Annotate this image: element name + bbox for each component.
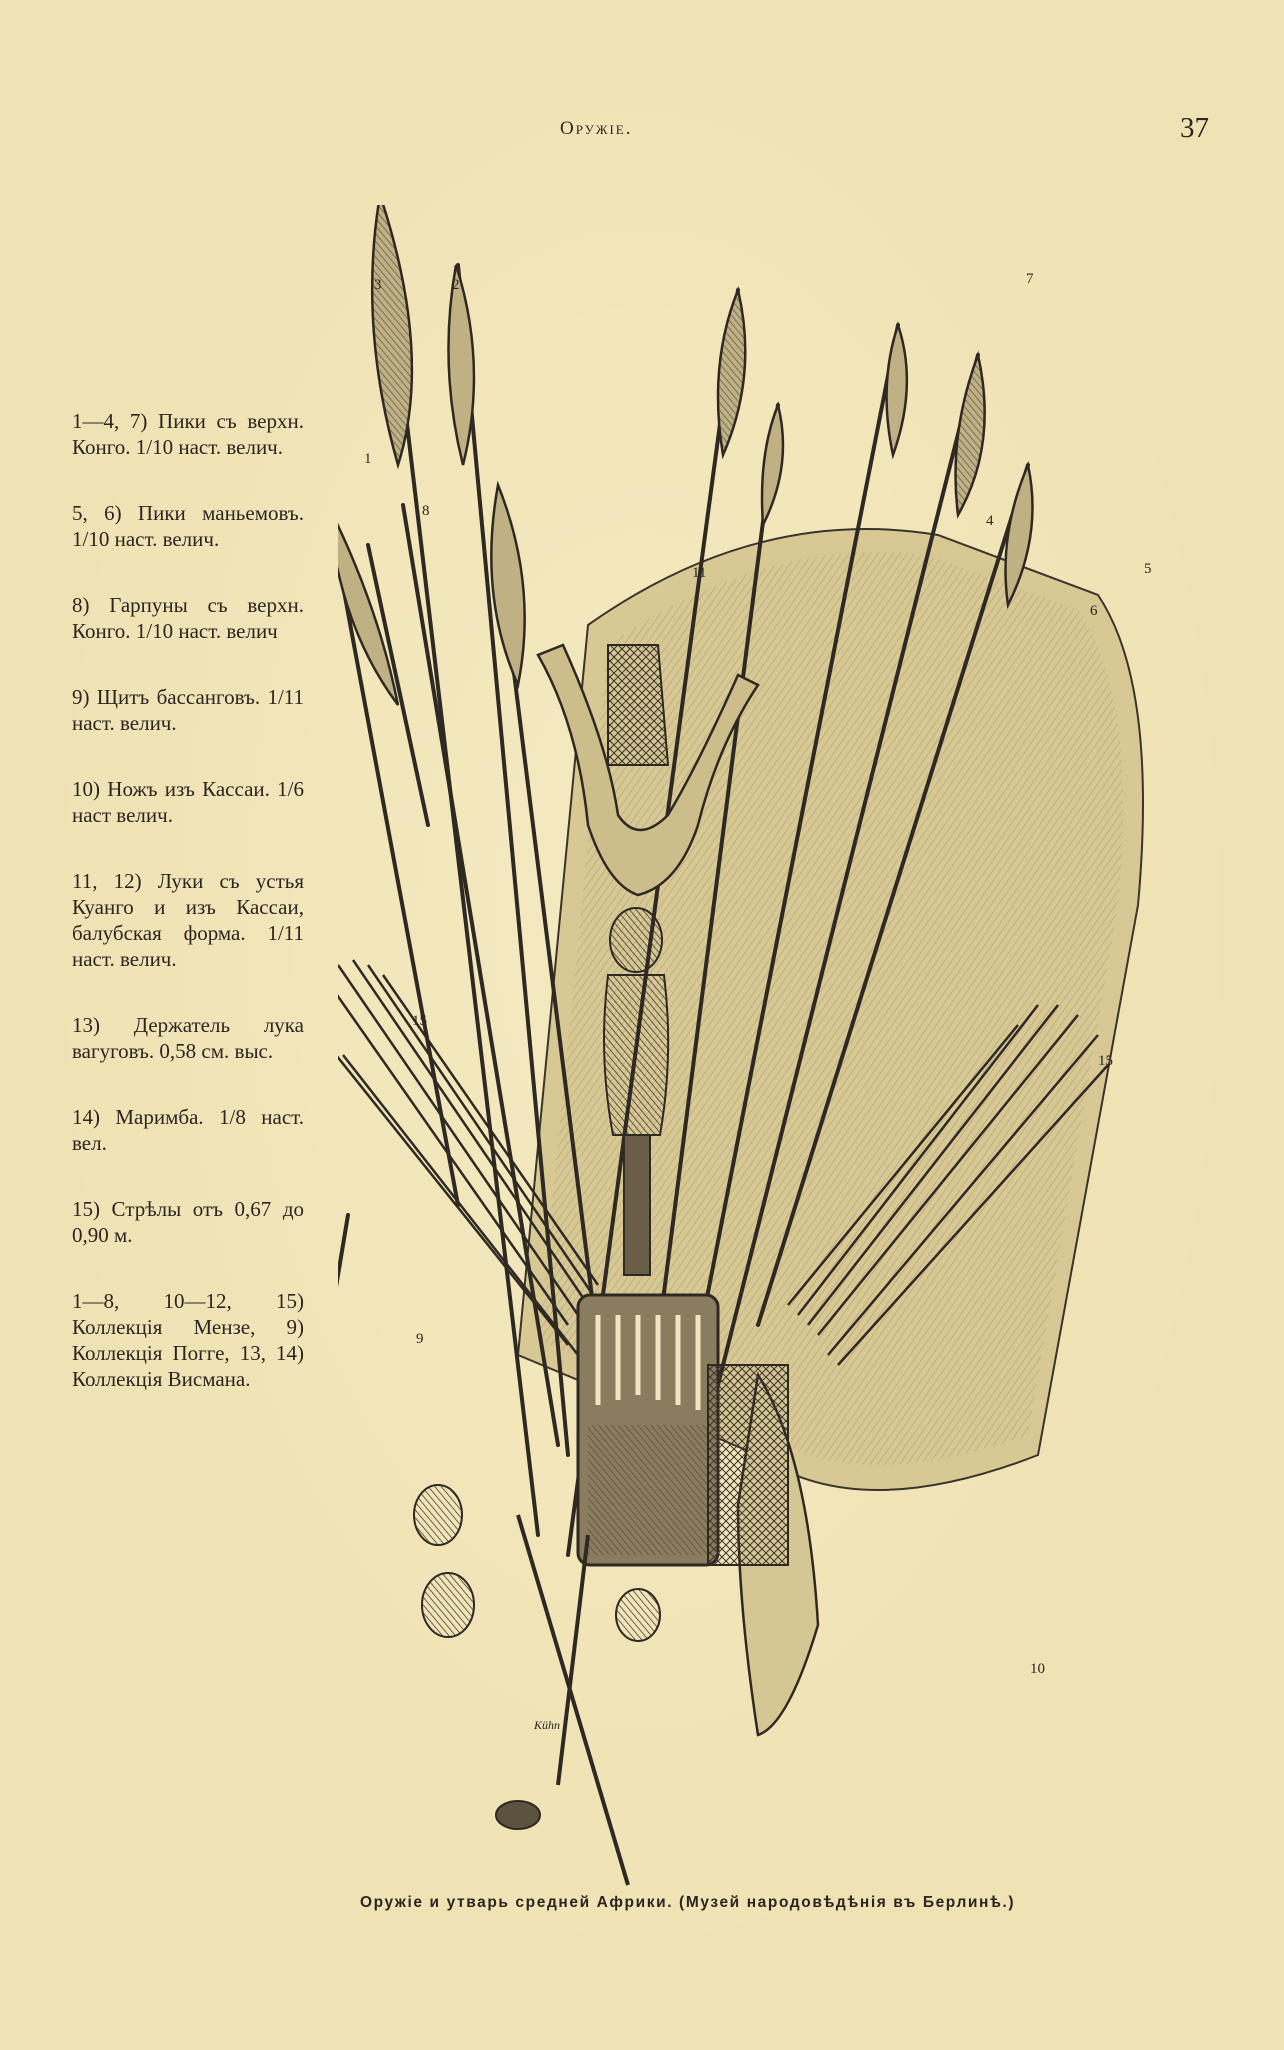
- note-item: 14) Маримба. 1/8 наст. вел.: [72, 1105, 304, 1155]
- note-item: 8) Гарпуны съ верхн. Конго. 1/10 наст. велич: [72, 593, 304, 643]
- figure-label: 3: [374, 277, 382, 293]
- note-item: 9) Щитъ бассанговъ. 1/11 наст. велич.: [72, 685, 304, 735]
- engraver-signature: Kühn: [534, 1718, 561, 1732]
- sidebar-notes: [72, 408, 304, 1432]
- figure-label: 4: [986, 513, 994, 529]
- note-item: 15) Стрѣлы отъ 0,67 до 0,90 м.: [72, 1197, 304, 1247]
- running-title: Оружіе.: [560, 118, 633, 139]
- figure-label: 11: [692, 565, 707, 581]
- note-item: 11, 12) Луки съ устья Куанго и изъ Кассаи, балубская форма. 1/11 наст. велич.: [72, 869, 304, 971]
- figure-label: 15: [1098, 1053, 1113, 1069]
- note-item: 13) Держатель лука вагуговъ. 0,58 см. выс.: [72, 1013, 304, 1063]
- figure-label: 15: [412, 1013, 427, 1029]
- figure-label: 5: [1144, 561, 1152, 577]
- figure-label: 10: [1030, 1661, 1045, 1677]
- weapons-engraving: [338, 205, 1190, 1905]
- figure-label: 7: [1026, 271, 1034, 287]
- note-item: 10) Ножъ изъ Кассаи. 1/6 наст велич.: [72, 777, 304, 827]
- figure-label: 1: [364, 451, 372, 467]
- figure-caption: Оружіе и утварь средней Африки. (Музей народовѣдѣнія въ Берлинѣ.): [360, 1894, 1016, 1911]
- figure-label: 8: [422, 503, 430, 519]
- figure-label: 9: [416, 1331, 424, 1347]
- page-number: 37: [1180, 112, 1209, 144]
- figure-label: 6: [1090, 603, 1098, 619]
- figure-label: 2: [452, 277, 460, 293]
- note-item: 1—8, 10—12, 15) Коллекція Мензе, 9) Коллекція Погге, 13, 14) Коллекція Висмана.: [72, 1289, 304, 1391]
- note-item: 5, 6) Пики маньемовъ. 1/10 наст. велич.: [72, 501, 304, 551]
- note-item: 1—4, 7) Пики съ верхн. Конго. 1/10 наст. велич.: [72, 409, 304, 459]
